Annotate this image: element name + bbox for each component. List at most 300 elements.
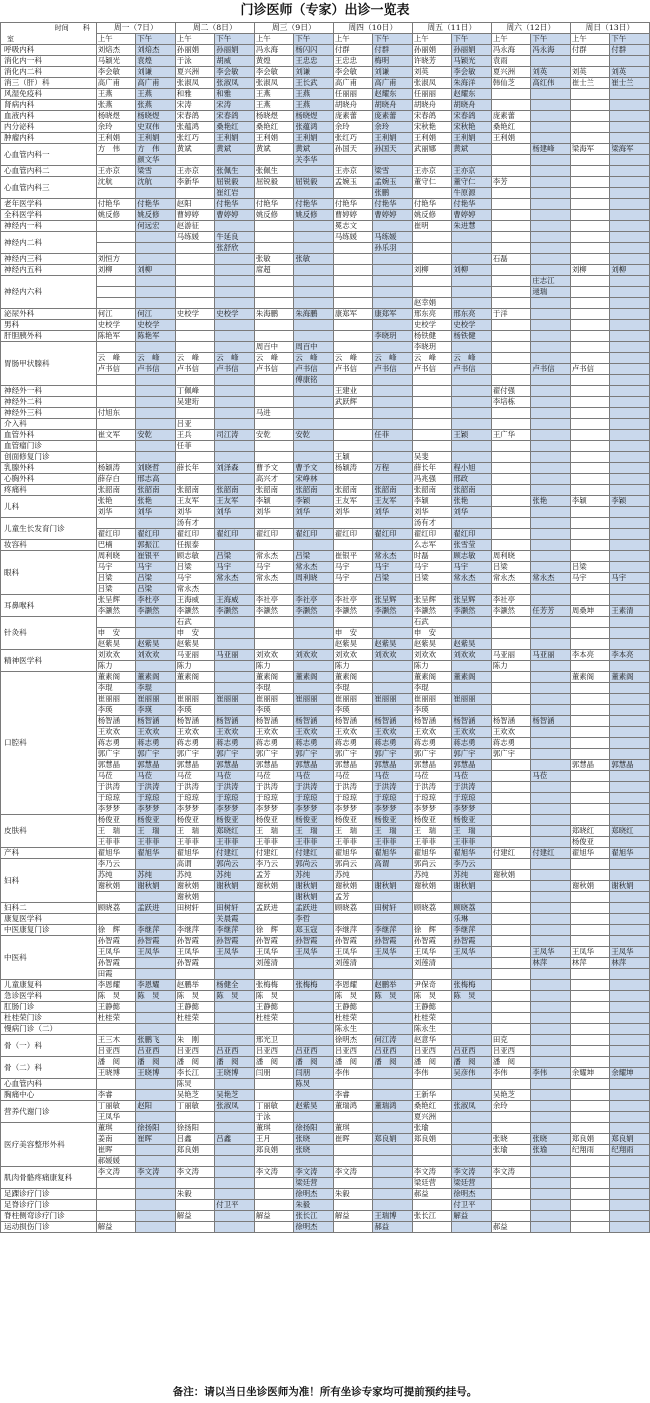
doctor-cell — [373, 155, 413, 166]
doctor-cell: 杜桂荣 — [175, 1013, 215, 1024]
doctor-cell — [452, 617, 492, 628]
doctor-cell: 翟红印 — [452, 529, 492, 540]
doctor-cell: 李文涛 — [491, 1167, 531, 1178]
doctor-cell: 解益 — [452, 1211, 492, 1222]
doctor-cell: 丁丽敏 — [175, 1101, 215, 1112]
doctor-cell — [610, 386, 650, 397]
doctor-cell: 吕梁 — [215, 551, 255, 562]
doctor-cell: 董琪 — [96, 1123, 136, 1134]
doctor-cell: 刘欢欢 — [412, 650, 452, 661]
doctor-cell: 万程 — [373, 463, 413, 474]
doctor-cell — [136, 1024, 176, 1035]
doctor-cell: 刘华 — [412, 507, 452, 518]
doctor-cell: 申 安 — [412, 628, 452, 639]
doctor-cell: 杨俊亚 — [373, 815, 413, 826]
doctor-cell: 于泳 — [254, 1112, 294, 1123]
doctor-cell: 席超 — [254, 265, 294, 276]
doctor-cell: 郝益 — [491, 1222, 531, 1233]
doctor-cell: 周利晓 — [294, 573, 334, 584]
doctor-cell — [215, 1222, 255, 1233]
doctor-cell: 马宇 — [452, 562, 492, 573]
doctor-cell: 屈锐毅 — [294, 177, 334, 188]
doctor-cell — [570, 452, 610, 463]
doctor-cell: 杨俊亚 — [333, 815, 373, 826]
doctor-cell: 武跃辉 — [333, 397, 373, 408]
doctor-cell — [96, 287, 136, 298]
doctor-cell: 于泳 — [175, 56, 215, 67]
doctor-cell — [254, 397, 294, 408]
doctor-cell: 董瑞鸿 — [333, 1101, 373, 1112]
doctor-cell — [215, 386, 255, 397]
doctor-cell — [610, 815, 650, 826]
doctor-cell — [570, 342, 610, 353]
doctor-cell — [610, 1178, 650, 1189]
doctor-cell: 郑晓红 — [610, 826, 650, 837]
doctor-cell: 高广甫 — [373, 78, 413, 89]
doctor-cell — [570, 925, 610, 936]
department-name: 妆容科 — [1, 540, 97, 551]
doctor-cell: 朱海鹏 — [294, 309, 334, 320]
doctor-cell: 宋春鸽 — [215, 111, 255, 122]
doctor-cell — [294, 452, 334, 463]
doctor-cell: 田树轩 — [373, 903, 413, 914]
doctor-cell: 于洪涛 — [96, 782, 136, 793]
doctor-cell: 薛长年 — [412, 463, 452, 474]
doctor-cell: 徐明杰 — [294, 1222, 334, 1233]
doctor-cell — [452, 518, 492, 529]
doctor-cell — [610, 221, 650, 232]
doctor-cell — [491, 617, 531, 628]
doctor-cell — [333, 331, 373, 342]
doctor-cell: 孙智霞 — [96, 936, 136, 947]
table-row — [1, 914, 650, 925]
doctor-cell: 郭尚云 — [215, 859, 255, 870]
doctor-cell: 马宇 — [254, 562, 294, 573]
department-name: 妇科 — [1, 859, 97, 903]
doctor-cell — [570, 892, 610, 903]
doctor-cell: 卢书信 — [215, 364, 255, 375]
department-name: 运动损伤门诊 — [1, 1222, 97, 1233]
doctor-cell: 翟红印 — [215, 529, 255, 540]
doctor-cell: 韩仙芝 — [491, 78, 531, 89]
doctor-cell — [333, 474, 373, 485]
doctor-cell — [215, 661, 255, 672]
table-row — [1, 859, 650, 870]
doctor-cell: 王菲菲 — [373, 837, 413, 848]
doctor-cell — [333, 1156, 373, 1167]
doctor-cell: 李颖 — [610, 496, 650, 507]
doctor-cell: 于洪涛 — [452, 782, 492, 793]
doctor-cell: 高广甫 — [96, 78, 136, 89]
doctor-cell: 孟芳 — [333, 892, 373, 903]
doctor-cell — [215, 221, 255, 232]
doctor-cell — [373, 672, 413, 683]
table-row — [1, 1178, 650, 1189]
table-row — [1, 848, 650, 859]
footer-note: 备注：请以当日坐诊医师为准！所有坐诊专家均可提前预约挂号。 — [172, 1386, 478, 1398]
doctor-cell — [531, 298, 571, 309]
doctor-cell: 朱进慧 — [452, 221, 492, 232]
doctor-cell: 张晓 — [531, 1134, 571, 1145]
doctor-cell: 杨铁健 — [412, 331, 452, 342]
department-name: 创面修复门诊 — [1, 452, 97, 463]
doctor-cell — [373, 1156, 413, 1167]
doctor-cell — [412, 408, 452, 419]
doctor-cell: 冕志文 — [333, 221, 373, 232]
department-name: 慢病门诊（二） — [1, 1024, 97, 1035]
doctor-cell: 王凤华 — [215, 947, 255, 958]
doctor-cell: 刘欢欢 — [373, 650, 413, 661]
doctor-cell: 陈 炅 — [373, 991, 413, 1002]
doctor-cell: 王欢欢 — [215, 727, 255, 738]
doctor-cell — [333, 1200, 373, 1211]
department-name: 神经内三科 — [1, 254, 97, 265]
doctor-cell — [491, 287, 531, 298]
doctor-cell: 王菲菲 — [136, 837, 176, 848]
doctor-cell — [610, 430, 650, 441]
doctor-cell: 李灏然 — [175, 606, 215, 617]
doctor-cell — [373, 1024, 413, 1035]
department-name: 血液内科 — [1, 111, 97, 122]
doctor-cell: 杨智涵 — [254, 716, 294, 727]
doctor-cell — [254, 1189, 294, 1200]
department-name: 妇科二 — [1, 903, 97, 914]
doctor-cell — [531, 221, 571, 232]
doctor-cell — [254, 298, 294, 309]
doctor-cell: 于琼琼 — [175, 793, 215, 804]
doctor-cell — [610, 727, 650, 738]
doctor-cell: 付艳华 — [96, 199, 136, 210]
doctor-cell: 李灏然 — [215, 606, 255, 617]
doctor-cell — [452, 705, 492, 716]
doctor-cell — [610, 56, 650, 67]
department-name: 口腔科 — [1, 672, 97, 815]
doctor-cell — [136, 1090, 176, 1101]
doctor-cell — [136, 243, 176, 254]
doctor-cell: 孟跃进 — [136, 903, 176, 914]
doctor-cell — [412, 243, 452, 254]
doctor-cell — [294, 1035, 334, 1046]
doctor-cell: 云 峰 — [215, 353, 255, 364]
doctor-cell — [570, 914, 610, 925]
doctor-cell: 张佩生 — [215, 166, 255, 177]
doctor-cell — [570, 221, 610, 232]
doctor-cell — [373, 276, 413, 287]
doctor-cell — [491, 969, 531, 980]
doctor-cell: 王忠忠 — [333, 56, 373, 67]
doctor-cell: 董素阁 — [136, 672, 176, 683]
doctor-cell — [136, 397, 176, 408]
doctor-cell — [373, 628, 413, 639]
doctor-cell: 付建红 — [254, 848, 294, 859]
doctor-cell — [294, 958, 334, 969]
doctor-cell: 梁海军 — [610, 144, 650, 155]
doctor-cell: 王利娟 — [452, 133, 492, 144]
doctor-cell: 刘焙杰 — [96, 45, 136, 56]
day-header: 周二（8日） — [175, 23, 254, 34]
doctor-cell — [333, 320, 373, 331]
doctor-cell: 郭慧晶 — [570, 760, 610, 771]
doctor-cell: 陈力 — [333, 661, 373, 672]
doctor-cell: 谢秋娟 — [254, 881, 294, 892]
doctor-cell: 朱毅 — [175, 1189, 215, 1200]
doctor-cell: 王静懿 — [333, 1002, 373, 1013]
table-row — [1, 661, 650, 672]
doctor-cell: 王菲菲 — [96, 837, 136, 848]
doctor-cell: 王兵 — [175, 430, 215, 441]
doctor-cell: 卢书信 — [254, 364, 294, 375]
doctor-cell — [215, 518, 255, 529]
doctor-cell: 李继萍 — [333, 925, 373, 936]
doctor-cell — [333, 1145, 373, 1156]
doctor-cell: 么志军 — [412, 540, 452, 551]
doctor-cell — [294, 1013, 334, 1024]
doctor-cell: 王凤华 — [452, 947, 492, 958]
doctor-cell — [570, 254, 610, 265]
doctor-cell — [570, 430, 610, 441]
table-row — [1, 485, 650, 496]
doctor-cell — [96, 243, 136, 254]
morning-slot-header: 上午 — [254, 34, 294, 45]
doctor-cell — [373, 1189, 413, 1200]
doctor-cell — [294, 221, 334, 232]
doctor-cell — [215, 298, 255, 309]
doctor-cell — [491, 441, 531, 452]
doctor-cell: 蒋志勇 — [294, 738, 334, 749]
doctor-cell — [215, 452, 255, 463]
doctor-cell: 马进 — [254, 408, 294, 419]
doctor-cell: 张晓 — [294, 1134, 334, 1145]
doctor-cell: 于洪涛 — [333, 782, 373, 793]
doctor-cell — [531, 1211, 571, 1222]
doctor-cell: 崔丽丽 — [175, 694, 215, 705]
doctor-cell: 夏兴洲 — [412, 1112, 452, 1123]
doctor-cell — [294, 298, 334, 309]
doctor-cell: 郑良娟 — [570, 1134, 610, 1145]
doctor-cell: 王凤华 — [531, 947, 571, 958]
doctor-cell: 薛存白 — [96, 474, 136, 485]
doctor-cell: 马宇 — [333, 562, 373, 573]
doctor-cell: 卢书信 — [452, 364, 492, 375]
doctor-cell — [531, 749, 571, 760]
doctor-cell: 张韶南 — [215, 485, 255, 496]
doctor-cell — [373, 441, 413, 452]
doctor-cell — [254, 419, 294, 430]
doctor-cell: 史校学 — [215, 309, 255, 320]
doctor-cell: 王燕 — [96, 89, 136, 100]
doctor-cell: 张淑凤 — [175, 78, 215, 89]
doctor-cell — [531, 100, 571, 111]
doctor-cell: 梅明 — [373, 56, 413, 67]
doctor-cell: 苏纯 — [412, 870, 452, 881]
doctor-cell — [96, 892, 136, 903]
doctor-cell: 袁雨 — [491, 56, 531, 67]
doctor-cell — [570, 595, 610, 606]
doctor-cell — [412, 375, 452, 386]
table-row — [1, 892, 650, 903]
doctor-cell: 翟旭华 — [333, 848, 373, 859]
doctor-cell — [610, 782, 650, 793]
table-row — [1, 716, 650, 727]
department-name: 医疗美容整形外科 — [1, 1123, 97, 1167]
table-row — [1, 331, 650, 342]
doctor-cell — [452, 397, 492, 408]
doctor-cell — [136, 276, 176, 287]
table-row — [1, 254, 650, 265]
doctor-cell: 李灏然 — [373, 606, 413, 617]
doctor-cell: 杨建峰 — [531, 144, 571, 155]
doctor-cell — [610, 639, 650, 650]
doctor-cell — [570, 1090, 610, 1101]
doctor-cell: 曹予文 — [254, 463, 294, 474]
doctor-cell — [570, 694, 610, 705]
doctor-cell — [531, 804, 571, 815]
doctor-cell — [491, 276, 531, 287]
doctor-cell — [452, 298, 492, 309]
doctor-cell — [491, 243, 531, 254]
doctor-cell: 任振泰 — [175, 540, 215, 551]
doctor-cell — [531, 980, 571, 991]
department-name: 中医康复门诊 — [1, 925, 97, 936]
doctor-cell: 李灏然 — [254, 606, 294, 617]
doctor-cell — [294, 419, 334, 430]
table-row — [1, 463, 650, 474]
doctor-cell — [215, 672, 255, 683]
doctor-cell — [570, 331, 610, 342]
doctor-cell: 徐扬阳 — [294, 1123, 334, 1134]
doctor-cell — [294, 661, 334, 672]
doctor-cell — [215, 540, 255, 551]
table-row — [1, 67, 650, 78]
doctor-cell: 郭广宇 — [136, 749, 176, 760]
doctor-cell: 王燕 — [294, 100, 334, 111]
doctor-cell: 蒋志勇 — [136, 738, 176, 749]
doctor-cell: 张韶南 — [294, 485, 334, 496]
doctor-cell — [491, 518, 531, 529]
doctor-cell: 王利娟 — [215, 133, 255, 144]
doctor-cell: 王菲菲 — [215, 837, 255, 848]
doctor-cell — [610, 210, 650, 221]
doctor-cell: 王欢欢 — [136, 727, 176, 738]
doctor-cell: 田克 — [491, 1035, 531, 1046]
doctor-cell: 石磊 — [491, 254, 531, 265]
doctor-cell — [570, 485, 610, 496]
doctor-cell: 顾晓荔 — [452, 903, 492, 914]
doctor-cell — [570, 375, 610, 386]
doctor-cell: 郭广宇 — [175, 749, 215, 760]
doctor-cell — [610, 353, 650, 364]
doctor-cell — [452, 584, 492, 595]
doctor-cell: 胡晓舟 — [412, 100, 452, 111]
doctor-cell — [175, 1156, 215, 1167]
doctor-cell — [96, 452, 136, 463]
doctor-cell: 孙智霞 — [175, 958, 215, 969]
department-name: 胸痛中心 — [1, 1090, 97, 1101]
doctor-cell: 郭慧晶 — [333, 760, 373, 771]
table-header — [1, 23, 650, 45]
doctor-cell — [452, 958, 492, 969]
doctor-cell: 于洪涛 — [175, 782, 215, 793]
doctor-cell — [491, 298, 531, 309]
doctor-cell — [491, 705, 531, 716]
doctor-cell: 夏兴洲 — [175, 67, 215, 78]
doctor-cell — [610, 232, 650, 243]
table-row — [1, 639, 650, 650]
doctor-cell — [136, 1079, 176, 1090]
doctor-cell: 马练媛 — [333, 232, 373, 243]
doctor-cell: 杨智涵 — [215, 716, 255, 727]
doctor-cell — [570, 936, 610, 947]
doctor-cell: 崔丽丽 — [452, 694, 492, 705]
table-row — [1, 1013, 650, 1024]
department-name: 中医科 — [1, 936, 97, 980]
doctor-cell: 吕梁 — [96, 584, 136, 595]
doctor-cell: 崔丽丽 — [136, 694, 176, 705]
doctor-cell: 李晓玥 — [412, 342, 452, 353]
table-row — [1, 1090, 650, 1101]
doctor-cell — [254, 155, 294, 166]
doctor-cell — [373, 969, 413, 980]
schedule-table — [0, 22, 650, 1233]
doctor-cell — [570, 518, 610, 529]
doctor-cell — [570, 397, 610, 408]
doctor-cell: 李瑛 — [412, 705, 452, 716]
doctor-cell: 王广华 — [491, 430, 531, 441]
doctor-cell: 张艳 — [531, 496, 571, 507]
table-row — [1, 1101, 650, 1112]
department-name: 皮肤科 — [1, 815, 97, 848]
doctor-cell — [452, 1156, 492, 1167]
doctor-cell: 李继萍 — [452, 925, 492, 936]
doctor-cell — [254, 320, 294, 331]
doctor-cell: 赵幸娟 — [412, 298, 452, 309]
doctor-cell: 曹婷婷 — [373, 210, 413, 221]
doctor-cell: 周利晓 — [96, 551, 136, 562]
doctor-cell — [570, 474, 610, 485]
doctor-cell: 张韶南 — [373, 485, 413, 496]
doctor-cell: 张韶南 — [412, 485, 452, 496]
doctor-cell: 高谓 — [373, 859, 413, 870]
doctor-cell: 李瑛 — [96, 705, 136, 716]
doctor-cell — [610, 980, 650, 991]
doctor-cell: 崔丽丽 — [333, 694, 373, 705]
doctor-cell — [491, 210, 531, 221]
doctor-cell: 刘英 — [610, 67, 650, 78]
doctor-cell — [215, 1167, 255, 1178]
department-name: 眼科 — [1, 551, 97, 595]
department-name: 内分泌科 — [1, 122, 97, 133]
header-days-row — [1, 23, 650, 34]
doctor-cell — [373, 397, 413, 408]
doctor-cell: 田树轩 — [175, 903, 215, 914]
doctor-cell: 王建业 — [333, 386, 373, 397]
doctor-cell: 孙智霞 — [215, 936, 255, 947]
doctor-cell: 王亦京 — [96, 166, 136, 177]
doctor-cell: 郭慧晶 — [452, 760, 492, 771]
doctor-cell: 马亚丽 — [215, 650, 255, 661]
doctor-cell: 石武 — [175, 617, 215, 628]
doctor-cell: 王友军 — [373, 496, 413, 507]
doctor-cell — [531, 155, 571, 166]
doctor-cell: 石武 — [412, 617, 452, 628]
doctor-cell — [294, 705, 334, 716]
doctor-cell: 张瑜 — [531, 1145, 571, 1156]
doctor-cell: 王凤华 — [175, 947, 215, 958]
doctor-cell — [570, 309, 610, 320]
doctor-cell: 马莅 — [254, 771, 294, 782]
doctor-cell: 常永杰 — [254, 573, 294, 584]
doctor-cell: 于琼琼 — [373, 793, 413, 804]
